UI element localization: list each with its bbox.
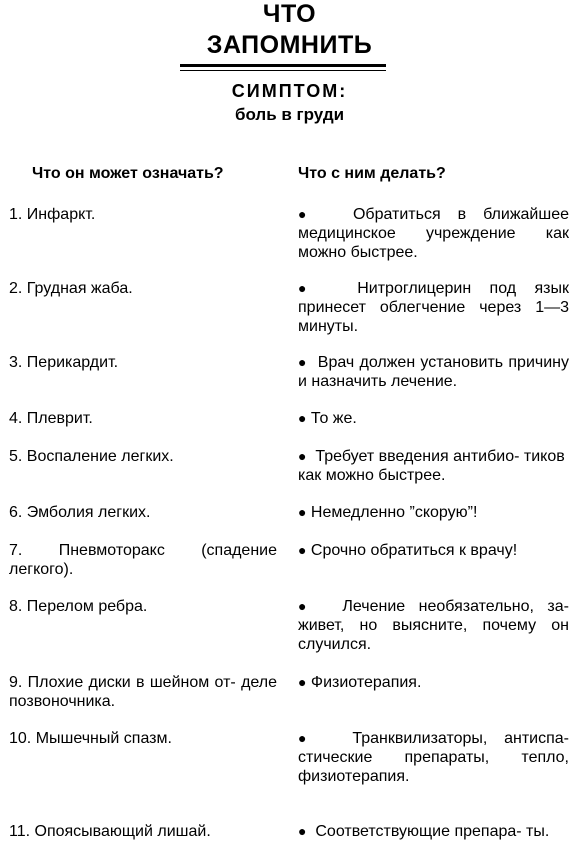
action-item bbox=[298, 503, 569, 522]
cause-item: 5. Воспаление легких. bbox=[9, 448, 174, 465]
title-line-1: ЧТО bbox=[262, 0, 317, 28]
action-item bbox=[298, 673, 569, 692]
action-item bbox=[298, 409, 569, 428]
action-item bbox=[298, 597, 569, 654]
action-text: Требует введения антибио- тиков как можно быстрее. bbox=[298, 448, 565, 484]
bullet-icon: ● bbox=[298, 354, 308, 370]
column-header-actions: Что с ним делать? bbox=[298, 165, 446, 182]
action-text: Немедленно ”скорую”! bbox=[310, 504, 478, 521]
cause-item: 11. Опоясывающий лишай. bbox=[9, 823, 211, 840]
action-text: Нитроглицерин под язык принесет облегчение через 1—3 минуты. bbox=[298, 280, 569, 335]
action-text: Физиотерапия. bbox=[310, 674, 422, 691]
action-item bbox=[298, 447, 569, 485]
action-item bbox=[298, 541, 569, 560]
action-text: Лечение необязательно, за- живет, но выясните, почему он случился. bbox=[298, 598, 569, 653]
title-line-2: ЗАПОМНИТЬ bbox=[206, 31, 373, 59]
bullet-icon: ● bbox=[298, 504, 307, 520]
action-item bbox=[298, 205, 569, 262]
action-text: Транквилизаторы, антиспа- стические препараты, тепло, физиотерапия. bbox=[298, 730, 569, 785]
action-text: Соответствующие препара- ты. bbox=[315, 823, 550, 840]
symptom-label: СИМПТОМ: bbox=[231, 81, 348, 101]
column-header-causes: Что он может означать? bbox=[32, 165, 224, 182]
cause-item: 1. Инфаркт. bbox=[9, 206, 96, 223]
action-text: Врач должен установить причину и назначить лечение. bbox=[298, 354, 569, 390]
bullet-icon: ● bbox=[298, 598, 316, 614]
cause-item: 7. Пневмоторакс (спадение легкого). bbox=[9, 542, 277, 578]
bullet-icon: ● bbox=[298, 206, 319, 222]
cause-item: 4. Плеврит. bbox=[9, 410, 93, 427]
title-rule-thin bbox=[180, 70, 386, 71]
symptom-name: боль в груди bbox=[234, 105, 345, 124]
bullet-icon: ● bbox=[298, 674, 307, 690]
action-item bbox=[298, 729, 569, 786]
bullet-icon: ● bbox=[298, 823, 307, 839]
action-text: То же. bbox=[310, 410, 357, 427]
action-item bbox=[298, 353, 569, 391]
action-item bbox=[298, 279, 569, 336]
bullet-icon: ● bbox=[298, 542, 307, 558]
action-text: Обратиться в ближайшее медицинское учреждение как можно быстрее. bbox=[298, 206, 569, 261]
bullet-icon: ● bbox=[298, 448, 307, 464]
action-text: Срочно обратиться к врачу! bbox=[310, 542, 518, 559]
cause-item: 9. Плохие диски в шейном от- деле позвоночника. bbox=[9, 674, 277, 710]
cause-item: 10. Мышечный спазм. bbox=[9, 730, 172, 747]
cause-item: 3. Перикардит. bbox=[9, 354, 119, 371]
cause-item: 2. Грудная жаба. bbox=[9, 280, 133, 297]
cause-item: 8. Перелом ребра. bbox=[9, 598, 148, 615]
title-rule-thick bbox=[180, 64, 386, 67]
cause-item: 6. Эмболия легких. bbox=[9, 504, 151, 521]
bullet-icon: ● bbox=[298, 280, 321, 296]
bullet-icon: ● bbox=[298, 410, 307, 426]
bullet-icon: ● bbox=[298, 730, 319, 746]
action-item bbox=[298, 822, 569, 841]
